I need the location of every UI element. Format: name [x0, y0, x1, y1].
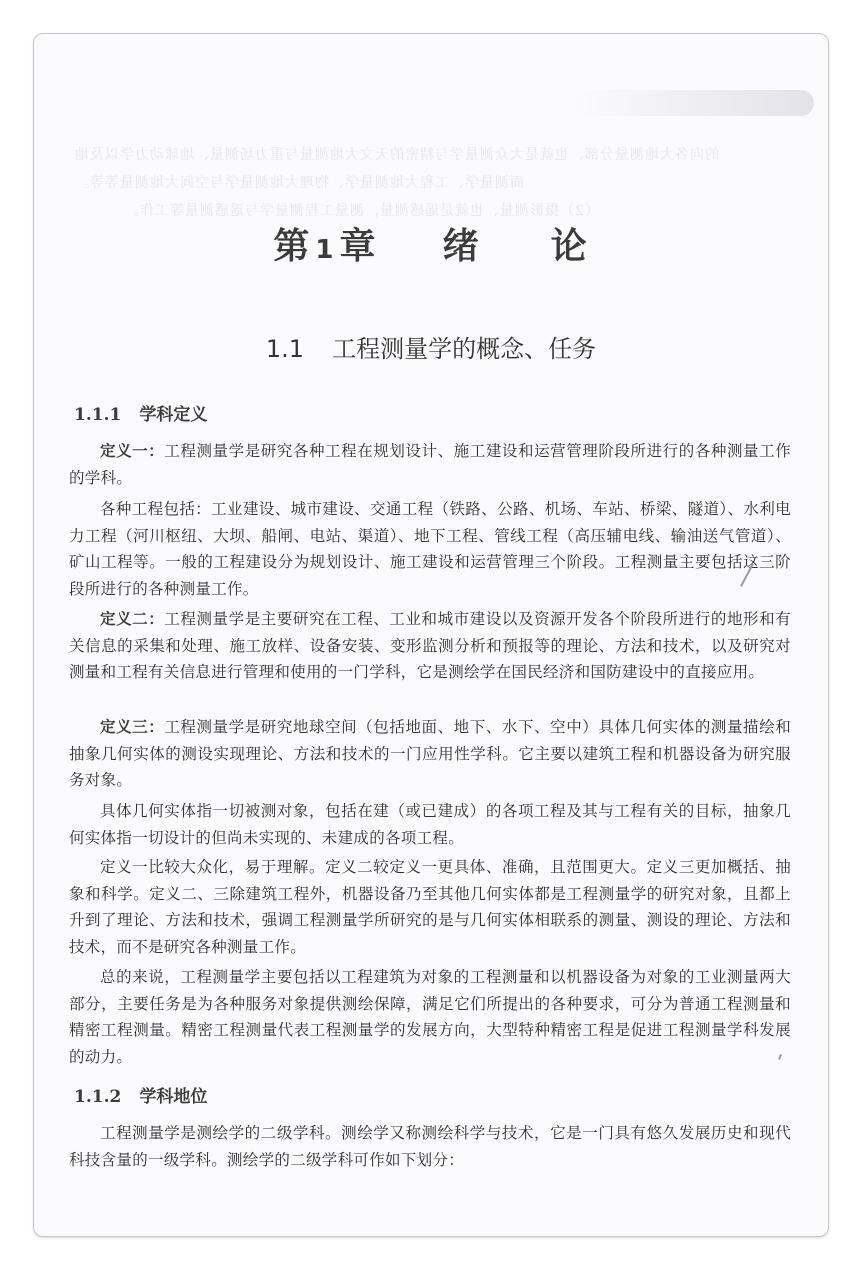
bleed-through-line: 的向各大地测量分部、也就是大众测量学与精密的天文大地测量与重力场测量、地球动力学以及地 [74, 147, 719, 163]
paragraph-text: 工程测量学是研究各种工程在规划设计、施工建设和运营管理阶段所进行的各种测量工作的学科。 [69, 442, 792, 487]
paragraph-geometric-entities [69, 798, 791, 851]
paragraph-lead: 定义三： [100, 718, 165, 736]
bleed-through-line: 面测量学、工程大地测量学、物理大地测量学与空间大地测量等等。 [74, 175, 524, 191]
subsection-title: 学科定义 [139, 405, 208, 425]
book-page [33, 33, 829, 1237]
paragraph-text: 各种工程包括：工业建设、城市建设、交通工程（铁路、公路、机场、车站、桥梁、隧道）、水利电力工程（河川枢纽、大坝、船闸、电站、渠道）、地下工程、管线工程（高压辅电线、输油送气管道）、矿山工程等。一般的工程建设分为规划设计、施工建设和运营管理三个阶段。工程测量主要包括这三阶段所进行的各种测量工作。 [69, 500, 791, 598]
paragraph-text: 具体几何实体指一切被测对象，包括在建（或已建成）的各项工程及其与工程有关的目标，抽象几何实体指一切设计的但尚未实现的、未建成的各项工程。 [69, 802, 791, 847]
section-title-text: 工程测量学的概念、任务 [332, 335, 597, 363]
paragraph-definition-1 [69, 438, 791, 491]
chapter-word: 章 [339, 226, 378, 267]
section-title [34, 329, 828, 364]
subsection-heading [74, 400, 207, 425]
chapter-word: 绪 [442, 226, 481, 267]
paragraph-text: 定义一比较大众化，易于理解。定义二较定义一更具体、准确，且范围更大。定义三更加概括、抽象和科学。定义二、三除建筑工程外，机器设备乃至其他几何实体都是工程测量学的研究对象，且都上升到了理论、方法和技术，强调工程测量学所研究的是与几何实体相联系的测量、测设的理论、方法和技术，而不是研究各种测量工作。 [69, 858, 791, 956]
paragraph-project-types [69, 496, 791, 602]
paragraph-lead: 定义二： [100, 610, 165, 628]
bleed-through-header-tab [574, 90, 814, 116]
paragraph-text: 工程测量学是测绘学的二级学科。测绘学又称测绘科学与技术，它是一门具有悠久发展历史和现代科技含量的一级学科。测绘学的二级学科可作如下划分： [69, 1124, 791, 1169]
paragraph-definition-2 [69, 606, 791, 686]
bleed-through-line: （2）摄影测量、也就是遥感测量，测量工程测量学与遥感测量等工作。 [124, 203, 599, 219]
paragraph-definition-comparison [69, 854, 791, 960]
chapter-number: 1 [315, 235, 336, 265]
paragraph-lead: 定义一： [100, 442, 165, 460]
paragraph-text: 工程测量学是研究地球空间（包括地面、地下、水下、空中）具体几何实体的测量描绘和抽象几何实体的测设实现理论、方法和技术的一门应用性学科。它主要以建筑工程和机器设备为研究服务对象。 [69, 718, 792, 789]
subsection-title: 学科地位 [139, 1087, 208, 1107]
paragraph-text: 总的来说，工程测量学主要包括以工程建筑为对象的工程测量和以机器设备为对象的工业测量两大部分，主要任务是为各种服务对象提供测绘保障，满足它们所提出的各种要求，可分为普通工程测量和精密工程测量。精密工程测量代表工程测量学的发展方向，大型特种精密工程是促进工程测量学科发展的动力。 [69, 968, 791, 1066]
subsection-number: 1.1.1 [74, 405, 122, 425]
paragraph-discipline-status [69, 1120, 791, 1173]
subsection-number: 1.1.2 [74, 1087, 122, 1107]
paragraph-definition-3 [69, 714, 791, 794]
paragraph-text: 工程测量学是主要研究在工程、工业和城市建设以及资源开发各个阶段所进行的地形和有关信息的采集和处理、施工放样、设备安装、变形监测分析和预报等的理论、方法和技术，以及研究对测量和工程有关信息进行管理和使用的一门学科，它是测绘学在国民经济和国防建设中的直接应用。 [69, 610, 792, 681]
paragraph-summary [69, 964, 791, 1070]
subsection-heading [74, 1082, 207, 1107]
chapter-prefix: 第 [273, 226, 312, 267]
section-number: 1.1 [265, 335, 305, 363]
chapter-word: 论 [550, 226, 589, 267]
chapter-title [34, 218, 828, 269]
